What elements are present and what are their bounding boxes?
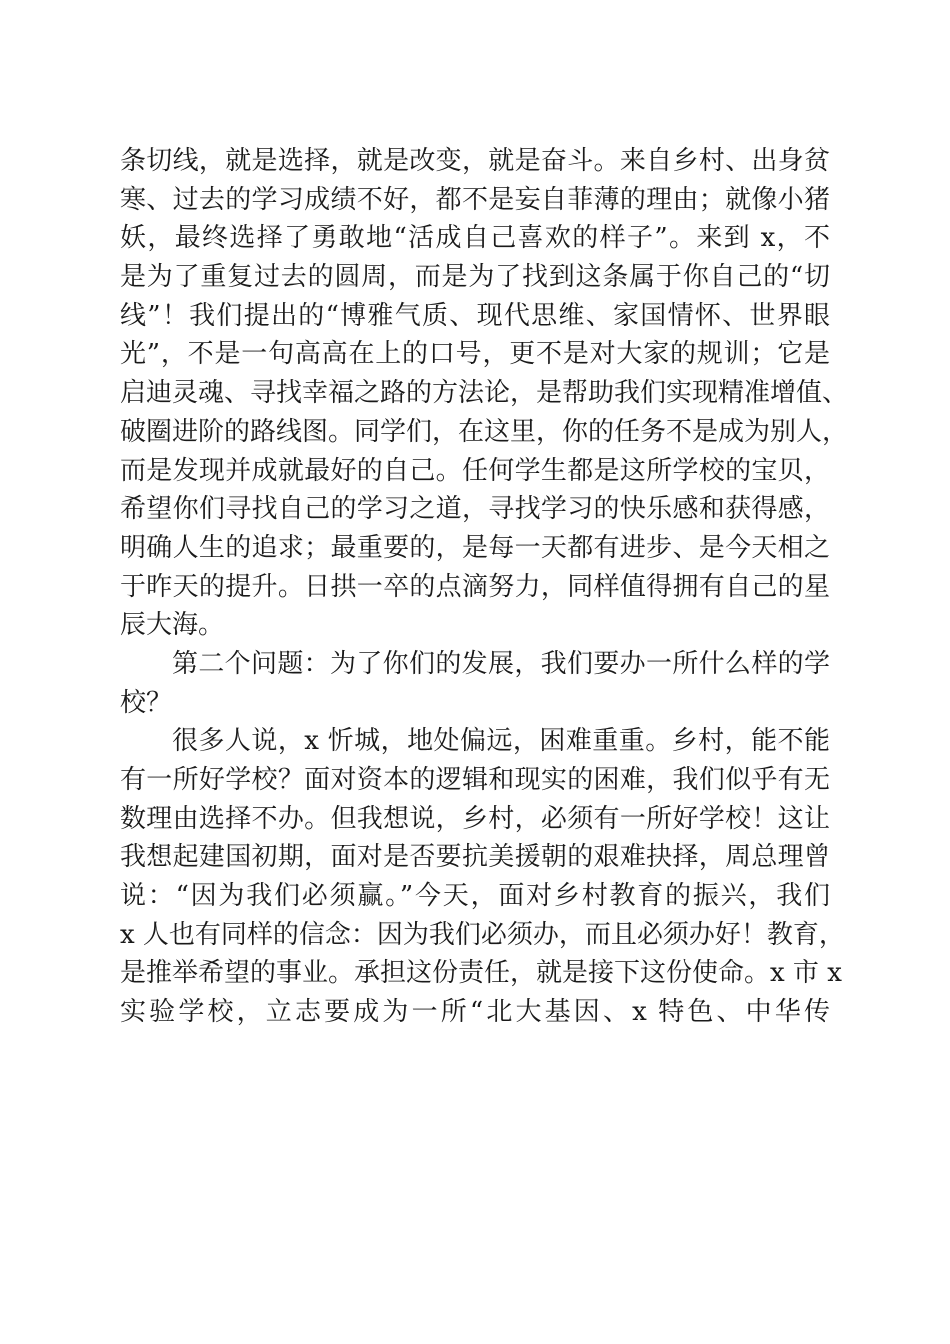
text-line: x 人也有同样的信念：因为我们必须办，而且必须办好！教育， <box>120 919 845 950</box>
text-line: 启迪灵魂、寻找幸福之路的方法论，是帮助我们实现精准增值、 <box>120 378 849 409</box>
text-line: 第二个问题：为了你们的发展，我们要办一所什么样的学 <box>172 648 830 679</box>
text-line: 很多人说，x 忻城，地处偏远，困难重重。乡村，能不能 <box>172 726 830 757</box>
text-line: 是推举希望的事业。承担这份责任，就是接下这份使命。x 市 x <box>120 958 842 989</box>
text-line: 条切线，就是选择，就是改变，就是奋斗。来自乡村、出身贫 <box>120 146 830 176</box>
text-line: 寒、过去的学习成绩不好，都不是妄自菲薄的理由；就像小猪 <box>120 184 830 215</box>
text-line: 希望你们寻找自己的学习之道，寻找学习的快乐感和获得感， <box>120 494 830 525</box>
text-line: 数理由选择不办。但我想说，乡村，必须有一所好学校！这让 <box>120 803 830 834</box>
text-line: 说：“因为我们必须赢。”今天，面对乡村教育的振兴，我们 <box>120 881 830 912</box>
text-line: 妖，最终选择了勇敢地“活成自己喜欢的样子”。来到 x，不 <box>120 223 830 254</box>
text-line: 实验学校，立志要成为一所“北大基因、x 特色、中华传 <box>120 997 830 1028</box>
text-line: 于昨天的提升。日拱一卒的点滴努力，同样值得拥有自己的星 <box>120 571 830 602</box>
text-line: 破圈进阶的路线图。同学们，在这里，你的任务不是成为别人， <box>120 416 849 447</box>
text-line: 线”！我们提出的“博雅气质、现代思维、家国情怀、世界眼 <box>120 300 830 331</box>
text-line: 光”，不是一句高高在上的口号，更不是对大家的规训；它是 <box>120 339 830 370</box>
text-line: 有一所好学校？面对资本的逻辑和现实的困难，我们似乎有无 <box>120 765 830 795</box>
text-line: 是为了重复过去的圆周，而是为了找到这条属于你自己的“切 <box>120 262 830 293</box>
text-line: 校？ <box>120 687 173 718</box>
text-line: 而是发现并成就最好的自己。任何学生都是这所学校的宝贝， <box>120 455 830 486</box>
text-line: 明确人生的追求；最重要的，是每一天都有进步、是今天相之 <box>120 532 830 563</box>
body-text <box>120 142 849 1032</box>
text-line: 我想起建国初期，面对是否要抗美援朝的艰难抉择，周总理曾 <box>120 842 830 873</box>
text-line: 辰大海。 <box>120 610 225 641</box>
